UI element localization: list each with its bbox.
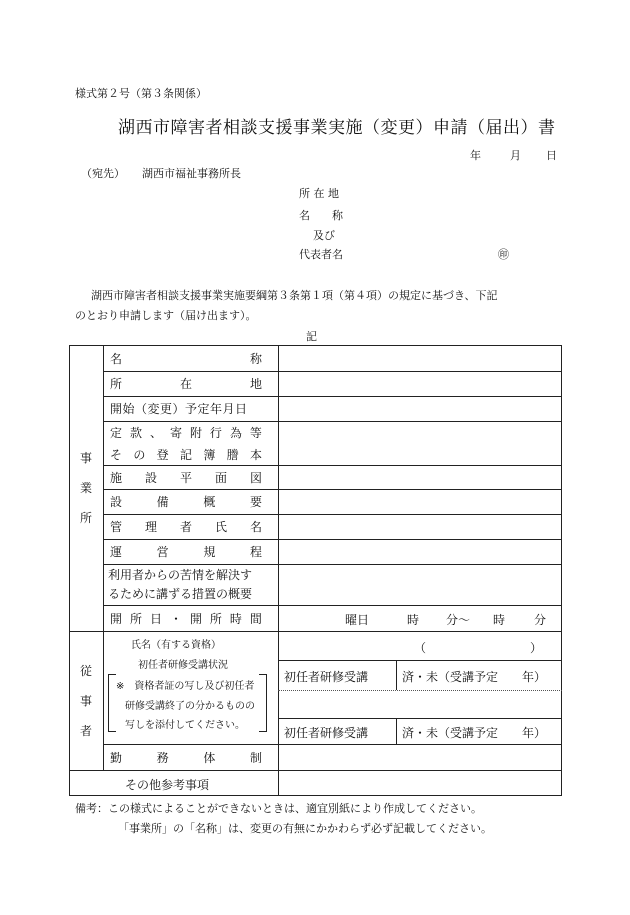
body-text-line2: のとおり申請します（届け出ます）。 [75,309,257,322]
row-label-start-date: 開始（変更）予定年月日 [110,402,248,416]
training-value-2: 済・未（受講予定 年） [402,726,547,740]
note-line1: 備考：この様式によることができないときは、適宜別紙により作成してください。 [75,802,482,815]
hours-weekday: 曜日 [345,613,370,627]
row-label-name: 名 称 [110,351,262,366]
applicant-name-label: 名 称 [299,209,343,222]
row-label-operating-rules: 運 営 規 程 [110,545,262,559]
row-label-work-system: 勤 務 体 制 [110,750,262,765]
date-month: 月 [510,149,521,162]
ki-label: 記 [306,330,317,343]
form-title: 湖西市障害者相談支援事業実施（変更）申請（届出）書 [118,118,556,138]
hours-min1: 分〜 [446,613,471,627]
row-label-manager-name: 管 理 者 氏 名 [110,520,262,534]
body-text-line1: 湖西市障害者相談支援事業実施要綱第３条第１項（第４項）の規定に基づき、下記 [91,289,498,302]
staff-training-status-label: 初任者研修受講状況 [138,660,228,671]
training-label-1: 初任者研修受講 [284,670,369,684]
row-label-floor-plan: 施 設 平 面 図 [110,470,262,485]
office-section-header: 事 業 所 [79,451,92,525]
staff-note-line1: ※ 資格者証の写し及び初任者 [116,681,255,692]
hours-min2: 分 [534,613,547,627]
staff-name-qualification-label: 氏名（有する資格） [131,640,221,651]
row-label-complaints: 利用者からの苦情を解決す るために講ずる措置の概要 [108,568,253,601]
note-bracket-left [108,674,116,732]
staff-note-line3: 写しを添付してください。 [125,720,245,731]
training-label-2: 初任者研修受講 [284,726,369,740]
addressee-name: 湖西市福祉事務所長 [142,167,241,180]
row-label-equipment: 設 備 概 要 [110,495,262,509]
form-number: 様式第２号（第３条関係） [75,87,207,100]
staff-paren-close: ） [530,641,543,655]
note-bracket-right [259,674,267,732]
applicant-location-label: 所 在 地 [299,187,339,200]
hours-hour1: 時 [407,613,420,627]
addressee-label: （宛先） [81,167,125,180]
applicant-and-label: 及び [313,229,335,242]
seal-mark: ㊞ [498,248,509,261]
date-day: 日 [546,149,557,162]
row-label-business-hours: 開 所 日 ・ 開 所 時 間 [110,611,262,626]
row-label-other: その他参考事項 [125,778,210,792]
date-year: 年 [470,149,481,162]
hours-hour2: 時 [493,613,506,627]
row-label-location: 所 在 地 [110,377,262,391]
note-line2: 「事業所」の「名称」は、変更の有無にかかわらず必ず記載してください。 [118,822,492,835]
training-value-1: 済・未（受講予定 年） [402,670,547,684]
row-label-articles: 定 款 、 寄 附 行 為 等 そ の 登 記 簿 謄 本 [110,425,262,462]
staff-section-header: 従 事 者 [79,663,92,738]
staff-paren-open: （ [414,641,427,655]
applicant-representative-label: 代表者名 [299,248,343,261]
staff-note-line2: 研修受講終了の分かるものの [125,701,255,712]
